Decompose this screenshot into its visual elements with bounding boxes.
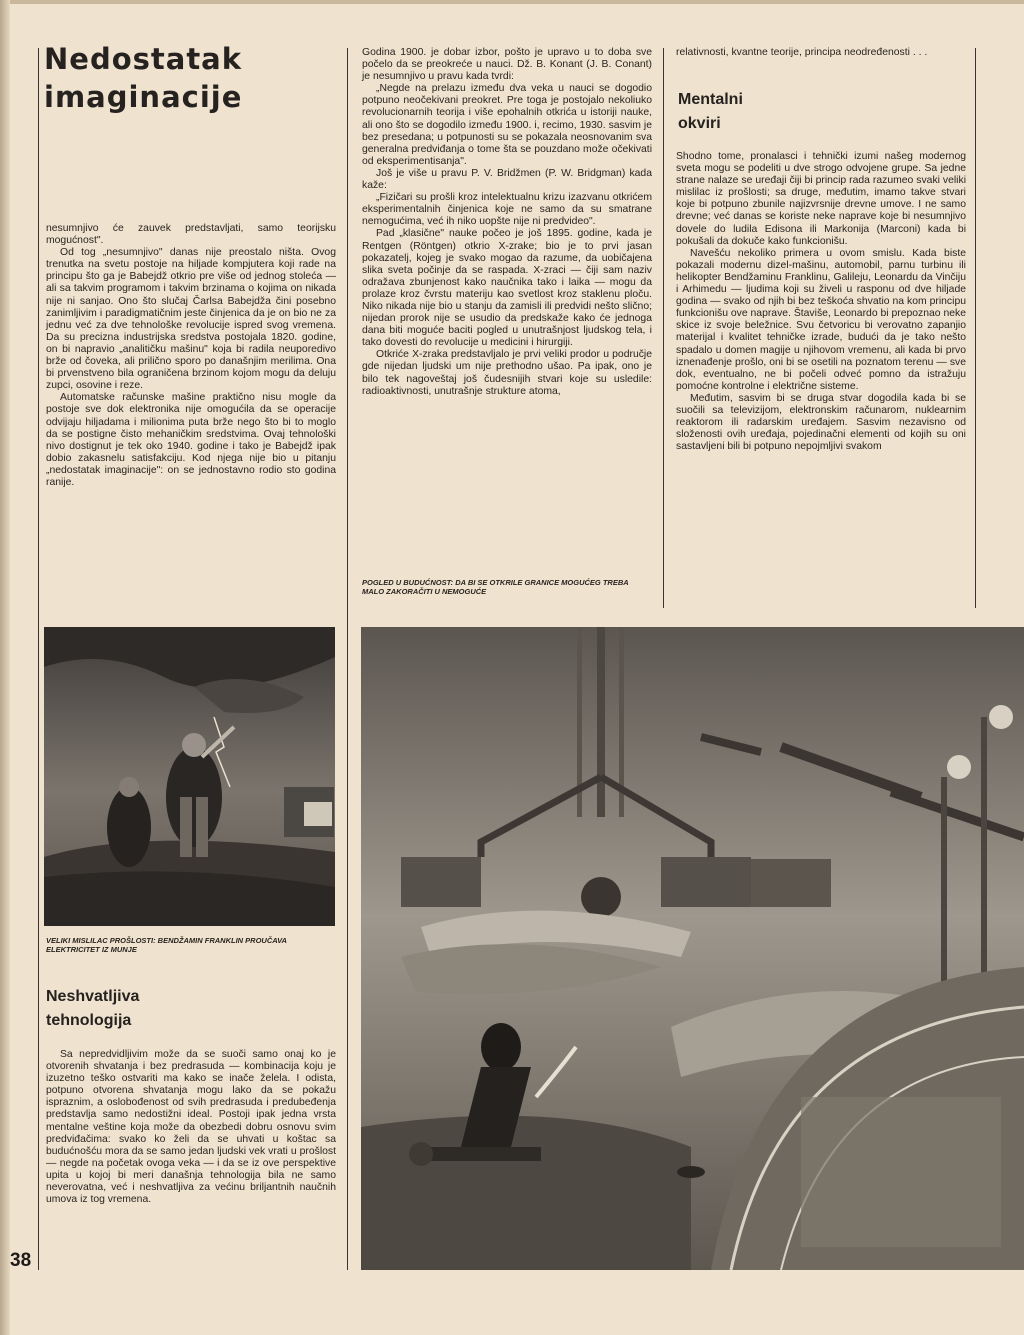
paragraph: Pad „klasične" nauke počeo je još 1895. godine, kada je Rentgen (Röntgen) otkrio X-zrake; bio je to prvi jasan pokazatelj, kojeg je svako mogao da razume, da uobičajena slika sveta počinje da se raspada. X-zraci — čiji sam naziv odražava zbunjenost kako naučnika tako i laika — mogu da prolaze kroz čvrstu materiju kao svetlost kroz staklenu ploču. Niko nikada nije bio u stanju da zamisli ili predvidi nešto slično; nijedan prorok nije se usudio da predskaže kako će jednoga dana biti moguće baciti pogled u unutrašnjost ljudskog tela, i tako dovesti do revolucije u medicini i hirurgiji. [362, 228, 652, 349]
paragraph: Još je više u pravu P. V. Bridžmen (P. W. Bridgman) kada kaže: [362, 167, 652, 192]
subhead-line: Neshvatljiva [46, 988, 140, 1005]
paragraph: Sa nepredvidljivim može da se suoči samo onaj ko je otvorenih shvatanja i bez predrasuda — kombinacija koju je izuzetno teško ostvariti ma kako se inače želela. I odista, potpuno otvorena shvatanja mogu lako da se pokažu ispraznim, a oslobođenost od svih predrasuda i predubeđenja predstavlja samo nedostižni ideal. Postoji ipak jedna vrsta mentalne veštine koja može da obezbedi dobru osnovu svim predviđačima: svako ko želi da se uhvati u koštac sa budućnošću mora da se samo jedan ljudski vek vrati u prošlost — negde na početak ovoga veka — i da se iz ove perspektive upita u kojoj bi meri današnja tehnologija bila ne samo neverovatna, već i neshvatljiva za većinu briljantnih naučnih umova iz tog vremena. [46, 1049, 336, 1206]
article-title-line1: Nedostatak [44, 42, 243, 76]
article-title [44, 40, 344, 116]
page-top-edge [0, 0, 1024, 4]
column-rule-center [347, 48, 348, 1270]
page-binding-edge [0, 0, 10, 1335]
column-rule-far-right [975, 48, 976, 608]
column-rule-right [663, 48, 664, 608]
caption-franklin: VELIKI MISLILAC PROŠLOSTI: BENDŽAMIN FRANKLIN PROUČAVA ELEKTRICITET IZ MUNJE [46, 936, 287, 954]
subhead-line: tehnologija [46, 1012, 132, 1029]
article-title-line2: imaginacije [44, 80, 243, 114]
caption-future-illustration: POGLED U BUDUĆNOST: DA BI SE OTKRILE GRANICE MOGUĆEG TREBA MALO ZAKORAČITI U NEMOGUĆE [362, 578, 629, 596]
quote-paragraph: „Negde na prelazu između dva veka u nauci se dogodio potpuno neočekivani preokret. Pre toga je postojalo nekoliuko revolucionarnih teorija i više epohalnih otkrića u istoriji nauke, ali ono što se dogodilo između 1900. i, recimo, 1930. sasvim je bez presedana; u potpunosti su se pokazala neosnovanim sva generalna predviđanja o tome šta se pouzdano može očekivati od eksperimentisanja". [362, 83, 652, 167]
paragraph: Shodno tome, pronalasci i tehnički izumi našeg modernog sveta mogu se podeliti u dve strogo odvojene grupe. Sa jedne strane nalaze se uređaji čiji bi princip rada razumeo svaki veliki mislilac iz prošlosti; sa druge, međutim, imamo takve stvari koje bi potpuno zbunile najizvrsnije drevne umove. I ne samo drevne; već danas se koriste neke naprave koje bi nesumnjivo dovele do ludila Edisona ili Markonija (Marconi) kada bi pokušali da dokuče kako funkcionišu. [676, 151, 966, 247]
quote-paragraph: „Fizičari su prošli kroz intelektualnu krizu izazvanu otkrićem eksperimentalnih činjenica koje ne samo da su smatrane nemogućima, već ih niko uopšte nije ni predvideo". [362, 192, 652, 228]
paragraph: Automatske računske mašine praktično nisu mogle da postoje sve dok elektronika nije omogućila da se operacije odvijaju hiljadama i milionima puta brže nego što bi to moglo da se postigne čisto mehaničkim sredstvima. Ovaj tehnološki nivo dostignut je tek oko 1940. godine i tako je Babejdž ipak dobio zakasnelu satisfakciju. Kod njega nije bio u pitanju „nedostatak imaginacije": on se jednostavno rodio sto godina ranije. [46, 392, 336, 488]
page-number: 38 [10, 1250, 32, 1271]
subhead-line: Mentalni [678, 91, 743, 108]
subhead-mentalni-okviri [678, 88, 958, 136]
paragraph: Međutim, sasvim bi se druga stvar dogodila kada bi se suočili sa televizijom, elektronskim računarom, nuklearnim reaktorom ili radarskim uređajem. Sasvim nezavisno od složenosti ovih uređaja, pojedinačni elementi od kojih su oni sastavljeni bili bi potpuno nepojmljivi svakom [676, 392, 966, 453]
column-3-top-text [676, 47, 966, 59]
column-3-body-text [676, 151, 966, 453]
paragraph: nesumnjivo će zauvek predstavljati, samo teorijsku mogućnost". [46, 223, 336, 247]
paragraph: Godina 1900. je dobar izbor, pošto je upravo u to doba sve počelo da se preokreće u nauci. Dž. B. Konant (J. B. Conant) je nesumnjivo u pravu kada tvrdi: [362, 47, 652, 83]
paragraph: Navešću nekoliko primera u ovom smislu. Kada biste pokazali modernu dizel-mašinu, automobil, parnu turbinu ili helikopter Bendžaminu Franklinu, Galileju, Leonardu da Vinčiju i Arhimedu — ljudima koji su živeli u rasponu od dve hiljade godina — svako od njih bi bez teškoća shvatio na kom principu funkcionišu ove naprave. Štaviše, Leonardo bi prepoznao neke skice iz svoje beležnice. Svu četvoricu bi verovatno zapanjio materijal i kvalitet tehničke izrade, budući da je tako nešto spadalo u domen magije u njihovom vremenu, ali kada bi prvo iznenađenje prošlo, oni bi se osetili na poznatom terenu — sve dok, eventualno, ne bi počeli odveć pomno da istražuju pomoćne kontrolne i električne sisteme. [676, 247, 966, 392]
column-1-bottom-text [46, 1049, 336, 1206]
column-2-text [362, 47, 652, 398]
future-underwater-city-illustration [361, 627, 1024, 1270]
subhead-line: okviri [678, 115, 721, 132]
subhead-neshvatljiva-tehnologija [46, 985, 326, 1033]
paragraph: Od tog „nesumnjivo" danas nije preostalo ništa. Ovog trenutka na svetu postoje na hiljade kompjutera koji rade na principu što ga je Babejdž otkrio pre više od jednog stoleća — ali sa takvim programom i takvim brzinama o kojima on nikada nije ni sanjao. Ono što slučaj Čarlsa Babejdža čini posebno zanimljivim i paradigmatičnim jeste činjenica da je on bio ne za jednu već za dve tehnološke revolucije ispred svog vremena. Da su precizna industrijska sredstva postojala 1820. godine, on bi napravio „analitičku mašinu" koja bi radila neuporedivo brže od čoveka, ali prilično sporo po današnjim merilima. Ona bi prvenstveno bila ograničena brzinom kojom mogu da deluju zupci, osovine i reze. [46, 247, 336, 392]
paragraph: relativnosti, kvantne teorije, principa neodređenosti . . . [676, 47, 928, 58]
future-illustration-svg [361, 627, 1024, 1270]
column-1-top-text [46, 223, 336, 489]
column-rule-left [38, 48, 39, 1270]
franklin-illustration-svg [44, 627, 335, 926]
franklin-lightning-photo [44, 627, 335, 926]
paragraph: Otkriće X-zraka predstavljalo je prvi veliki prodor u područje gde nijedan ljudski um nije prethodno ušao. Pa ipak, ono je bilo tek nagoveštaj još čudesnijih stvari koje su usledile: radioaktivnosti, unutrašnje strukture atoma, [362, 349, 652, 397]
